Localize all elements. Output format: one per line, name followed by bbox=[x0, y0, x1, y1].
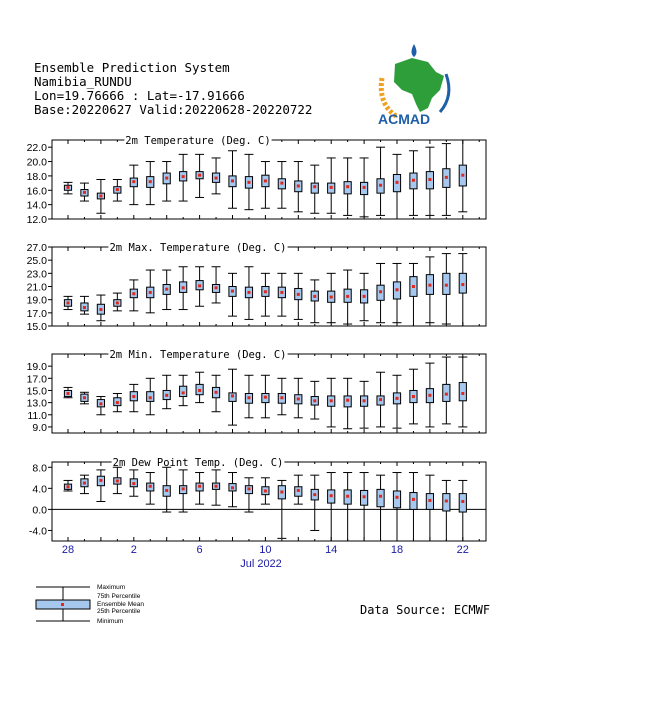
box-day-2 bbox=[96, 470, 105, 502]
mean-marker bbox=[330, 399, 333, 402]
mean-marker bbox=[396, 496, 399, 499]
box-day-4 bbox=[129, 165, 138, 205]
mean-marker bbox=[247, 487, 250, 490]
mean-marker bbox=[280, 491, 283, 494]
mean-marker bbox=[132, 482, 135, 485]
y-tick-label: 17.0 bbox=[26, 307, 47, 320]
mean-marker bbox=[461, 174, 464, 177]
panel-title: 2m Dew Point Temp. (Deg. C) bbox=[112, 457, 284, 469]
box-day-13 bbox=[277, 378, 286, 414]
logo-africa-icon bbox=[394, 58, 444, 112]
mean-marker bbox=[461, 283, 464, 286]
legend-mean: Ensemble Mean bbox=[97, 601, 144, 608]
box-day-6 bbox=[162, 162, 171, 202]
box-day-6 bbox=[162, 270, 171, 310]
box-day-4 bbox=[129, 280, 138, 311]
x-tick-label: 22 bbox=[456, 544, 469, 556]
header-station: Namibia_RUNDU bbox=[34, 74, 132, 89]
mean-marker bbox=[215, 177, 218, 180]
box-day-15 bbox=[310, 280, 319, 323]
box-day-0 bbox=[64, 182, 73, 193]
box-day-22 bbox=[425, 257, 434, 323]
mean-marker bbox=[264, 179, 267, 182]
box-day-21 bbox=[409, 151, 418, 216]
x-axis-labels bbox=[62, 544, 469, 556]
header-base-valid: Base:20220627 Valid:20220628-20220722 bbox=[34, 102, 313, 117]
mean-marker bbox=[428, 178, 431, 181]
y-tick-label: 23.0 bbox=[26, 268, 47, 281]
mean-marker bbox=[198, 485, 201, 488]
mean-marker bbox=[412, 498, 415, 501]
mean-marker bbox=[182, 391, 185, 394]
box-day-7 bbox=[179, 267, 188, 310]
y-tick-label: 19.0 bbox=[26, 294, 47, 307]
box-day-13 bbox=[277, 162, 286, 209]
box-day-1 bbox=[80, 296, 89, 314]
mean-marker bbox=[412, 285, 415, 288]
box-day-17 bbox=[343, 270, 352, 324]
mean-marker bbox=[461, 392, 464, 395]
box-iqr bbox=[459, 383, 466, 401]
box-day-11 bbox=[244, 154, 253, 209]
box-day-3 bbox=[113, 394, 122, 412]
box-day-2 bbox=[96, 397, 105, 415]
box-day-21 bbox=[409, 369, 418, 424]
x-tick-label: 10 bbox=[259, 544, 272, 556]
mean-marker bbox=[379, 398, 382, 401]
mean-marker bbox=[363, 295, 366, 298]
mean-marker bbox=[198, 284, 201, 287]
box-day-16 bbox=[327, 378, 336, 427]
box-day-12 bbox=[261, 478, 270, 504]
mean-marker bbox=[215, 391, 218, 394]
box-day-0 bbox=[64, 296, 73, 309]
mean-marker bbox=[215, 485, 218, 488]
box-day-20 bbox=[393, 375, 402, 428]
mean-marker bbox=[297, 489, 300, 492]
box-day-19 bbox=[376, 372, 385, 427]
mean-marker bbox=[379, 495, 382, 498]
box-day-11 bbox=[244, 375, 253, 418]
box-day-14 bbox=[294, 378, 303, 418]
box-day-21 bbox=[409, 473, 418, 541]
box-day-24 bbox=[458, 140, 467, 212]
box-day-15 bbox=[310, 381, 319, 419]
y-tick-label: -4.0 bbox=[28, 525, 47, 538]
y-tick-label: 9.0 bbox=[32, 421, 47, 434]
panel-title: 2m Min. Temperature (Deg. C) bbox=[109, 349, 287, 361]
y-tick-label: 25.0 bbox=[26, 255, 47, 268]
mean-marker bbox=[461, 500, 464, 503]
mean-marker bbox=[198, 174, 201, 177]
box-day-4 bbox=[129, 470, 138, 496]
y-tick-label: 14.0 bbox=[26, 199, 47, 212]
box-day-21 bbox=[409, 263, 418, 326]
box-day-11 bbox=[244, 267, 253, 320]
box-day-15 bbox=[310, 165, 319, 213]
box-day-7 bbox=[179, 154, 188, 201]
box-day-15 bbox=[310, 475, 319, 530]
box-day-5 bbox=[146, 473, 155, 505]
y-tick-label: 16.0 bbox=[26, 185, 47, 198]
mean-marker bbox=[346, 399, 349, 402]
mean-marker bbox=[247, 291, 250, 294]
mean-marker bbox=[67, 186, 70, 189]
box-iqr bbox=[180, 386, 187, 396]
box-day-20 bbox=[393, 473, 402, 541]
legend-p25: 25th Percentile bbox=[97, 608, 141, 615]
box-day-23 bbox=[442, 254, 451, 324]
mean-marker bbox=[363, 186, 366, 189]
mean-marker bbox=[330, 494, 333, 497]
box-day-12 bbox=[261, 273, 270, 316]
box-day-1 bbox=[80, 183, 89, 201]
box-day-18 bbox=[360, 273, 369, 320]
box-day-10 bbox=[228, 151, 237, 208]
mean-marker bbox=[247, 396, 250, 399]
mean-marker bbox=[99, 308, 102, 311]
mean-marker bbox=[280, 291, 283, 294]
y-tick-label: 4.0 bbox=[32, 483, 47, 496]
mean-marker bbox=[297, 184, 300, 187]
header-title: Ensemble Prediction System bbox=[34, 60, 230, 75]
mean-marker bbox=[330, 186, 333, 189]
box-day-10 bbox=[228, 369, 237, 425]
y-tick-label: 8.0 bbox=[32, 462, 47, 475]
mean-marker bbox=[149, 396, 152, 399]
box-day-23 bbox=[442, 480, 451, 541]
x-tick-label: 14 bbox=[325, 544, 338, 556]
mean-marker bbox=[445, 176, 448, 179]
y-tick-label: 27.0 bbox=[26, 242, 47, 254]
box-day-7 bbox=[179, 375, 188, 405]
box-day-17 bbox=[343, 378, 352, 428]
box-day-12 bbox=[261, 375, 270, 418]
box-day-8 bbox=[195, 372, 204, 402]
mean-marker bbox=[445, 284, 448, 287]
logo-text: ACMAD bbox=[378, 111, 431, 127]
y-tick-label: 21.0 bbox=[26, 281, 47, 294]
box-day-19 bbox=[376, 147, 385, 215]
mean-marker bbox=[379, 290, 382, 293]
mean-marker bbox=[132, 180, 135, 183]
mean-marker bbox=[116, 188, 119, 191]
mean-marker bbox=[264, 489, 267, 492]
box-day-5 bbox=[146, 378, 155, 414]
mean-marker bbox=[165, 288, 168, 291]
mean-marker bbox=[67, 392, 70, 395]
mean-marker bbox=[396, 397, 399, 400]
panel-title: 2m Max. Temperature (Deg. C) bbox=[109, 242, 287, 254]
mean-marker bbox=[182, 175, 185, 178]
box-day-9 bbox=[212, 158, 221, 194]
box-day-4 bbox=[129, 384, 138, 411]
mean-marker bbox=[346, 495, 349, 498]
mean-marker bbox=[363, 399, 366, 402]
mean-marker bbox=[396, 181, 399, 184]
box-day-22 bbox=[425, 147, 434, 215]
box-day-16 bbox=[327, 158, 336, 213]
y-tick-label: 15.0 bbox=[26, 385, 47, 398]
box-day-11 bbox=[244, 478, 253, 512]
box-day-8 bbox=[195, 154, 204, 197]
box-day-5 bbox=[146, 270, 155, 313]
mean-marker bbox=[280, 396, 283, 399]
data-source: Data Source: ECMWF bbox=[360, 603, 491, 617]
box-day-20 bbox=[393, 263, 402, 322]
box-day-9 bbox=[212, 470, 221, 505]
box-day-0 bbox=[64, 387, 73, 397]
box-day-18 bbox=[360, 158, 369, 217]
y-tick-label: 12.0 bbox=[26, 214, 47, 226]
box-day-16 bbox=[327, 473, 336, 541]
box-day-9 bbox=[212, 375, 221, 411]
box-iqr bbox=[393, 491, 400, 508]
mean-marker bbox=[83, 191, 86, 194]
mean-marker bbox=[247, 181, 250, 184]
mean-marker bbox=[83, 306, 86, 309]
mean-marker bbox=[149, 291, 152, 294]
panel-4 bbox=[29, 454, 486, 541]
mean-marker bbox=[428, 394, 431, 397]
box-day-19 bbox=[376, 475, 385, 541]
box-day-1 bbox=[80, 475, 89, 493]
box-day-14 bbox=[294, 273, 303, 319]
chart-panels bbox=[27, 132, 486, 541]
box-day-0 bbox=[64, 480, 73, 491]
box-day-18 bbox=[360, 473, 369, 541]
box-day-18 bbox=[360, 381, 369, 428]
box-day-10 bbox=[228, 273, 237, 316]
box-day-17 bbox=[343, 158, 352, 215]
mean-marker bbox=[149, 485, 152, 488]
mean-marker bbox=[165, 177, 168, 180]
mean-marker bbox=[313, 399, 316, 402]
mean-marker bbox=[99, 479, 102, 482]
x-axis-month-label: Jul 2022 bbox=[240, 558, 282, 570]
box-iqr bbox=[410, 493, 417, 510]
box-day-3 bbox=[113, 293, 122, 311]
mean-marker bbox=[116, 301, 119, 304]
box-day-13 bbox=[277, 273, 286, 316]
legend-maximum: Maximum bbox=[97, 584, 126, 591]
mean-marker bbox=[280, 182, 283, 185]
mean-marker bbox=[264, 290, 267, 293]
mean-marker bbox=[182, 487, 185, 490]
box-day-19 bbox=[376, 263, 385, 322]
box-day-12 bbox=[261, 162, 270, 209]
y-tick-label: 13.0 bbox=[26, 397, 47, 410]
box-day-23 bbox=[442, 144, 451, 216]
mean-marker bbox=[231, 394, 234, 397]
box-day-14 bbox=[294, 475, 303, 504]
box-day-24 bbox=[458, 357, 467, 427]
mean-marker bbox=[67, 301, 70, 304]
mean-marker bbox=[165, 394, 168, 397]
mean-marker bbox=[445, 393, 448, 396]
mean-marker bbox=[412, 395, 415, 398]
mean-marker bbox=[428, 284, 431, 287]
box-day-14 bbox=[294, 162, 303, 212]
box-day-8 bbox=[195, 473, 204, 505]
mean-marker bbox=[182, 286, 185, 289]
box-day-16 bbox=[327, 273, 336, 322]
box-day-2 bbox=[96, 180, 105, 214]
legend-p75: 75th Percentile bbox=[97, 593, 141, 600]
mean-marker bbox=[363, 495, 366, 498]
box-day-3 bbox=[113, 467, 122, 493]
box-day-8 bbox=[195, 267, 204, 307]
mean-marker bbox=[412, 179, 415, 182]
x-tick-label: 2 bbox=[130, 544, 137, 556]
legend bbox=[36, 584, 144, 625]
box-day-22 bbox=[425, 475, 434, 541]
mean-marker bbox=[99, 195, 102, 198]
mean-marker bbox=[379, 184, 382, 187]
y-tick-label: 15.0 bbox=[26, 321, 47, 333]
mean-marker bbox=[313, 493, 316, 496]
mean-marker bbox=[346, 295, 349, 298]
box-day-10 bbox=[228, 473, 237, 507]
header-coords: Lon=19.76666 : Lat=-17.91666 bbox=[34, 88, 245, 103]
panel-2 bbox=[27, 239, 486, 333]
box-iqr bbox=[377, 489, 384, 506]
x-tick-label: 6 bbox=[196, 544, 203, 556]
box-day-17 bbox=[343, 473, 352, 541]
mean-marker bbox=[297, 397, 300, 400]
mean-marker bbox=[445, 499, 448, 502]
mean-marker bbox=[116, 479, 119, 482]
box-day-2 bbox=[96, 295, 105, 321]
box-day-22 bbox=[425, 363, 434, 427]
box-day-6 bbox=[162, 375, 171, 408]
mean-marker bbox=[132, 292, 135, 295]
y-tick-label: 17.0 bbox=[26, 373, 47, 386]
mean-marker bbox=[67, 485, 70, 488]
mean-marker bbox=[231, 290, 234, 293]
mean-marker bbox=[330, 296, 333, 299]
mean-marker bbox=[428, 499, 431, 502]
box-day-9 bbox=[212, 267, 221, 303]
logo-water-drop-icon bbox=[412, 44, 417, 57]
mean-marker bbox=[346, 185, 349, 188]
box-day-6 bbox=[162, 467, 171, 512]
mean-marker bbox=[231, 179, 234, 182]
mean-marker bbox=[165, 489, 168, 492]
y-tick-label: 0.0 bbox=[32, 504, 47, 517]
y-tick-label: 19.0 bbox=[26, 361, 47, 374]
box-day-23 bbox=[442, 357, 451, 424]
panel-1 bbox=[27, 132, 486, 226]
mean-marker bbox=[297, 293, 300, 296]
mean-marker bbox=[313, 295, 316, 298]
y-tick-label: 22.0 bbox=[26, 142, 47, 155]
mean-marker bbox=[149, 180, 152, 183]
box-day-3 bbox=[113, 180, 122, 202]
legend-minimum: Minimum bbox=[97, 618, 124, 625]
x-tick-label: 28 bbox=[61, 544, 75, 556]
mean-marker bbox=[231, 486, 234, 489]
mean-marker bbox=[83, 482, 86, 485]
box-day-7 bbox=[179, 470, 188, 512]
box-day-5 bbox=[146, 162, 155, 205]
y-tick-label: 20.0 bbox=[26, 156, 47, 169]
box-day-1 bbox=[80, 392, 89, 404]
mean-marker bbox=[198, 389, 201, 392]
mean-marker bbox=[264, 396, 267, 399]
y-tick-label: 11.0 bbox=[27, 409, 47, 422]
panel-title: 2m Temperature (Deg. C) bbox=[125, 135, 271, 147]
y-tick-label: 18.0 bbox=[26, 170, 47, 183]
mean-marker bbox=[83, 396, 86, 399]
mean-marker bbox=[99, 402, 102, 405]
box-day-20 bbox=[393, 154, 402, 219]
x-tick-label: 18 bbox=[390, 544, 404, 556]
mean-marker bbox=[215, 286, 218, 289]
mean-marker bbox=[116, 401, 119, 404]
box-day-24 bbox=[458, 480, 467, 541]
mean-marker bbox=[313, 185, 316, 188]
panel-3 bbox=[27, 346, 486, 434]
mean-marker bbox=[132, 395, 135, 398]
acmad-logo bbox=[378, 44, 449, 127]
box-day-24 bbox=[458, 254, 467, 326]
legend-mean-marker bbox=[61, 603, 64, 606]
mean-marker bbox=[396, 288, 399, 291]
